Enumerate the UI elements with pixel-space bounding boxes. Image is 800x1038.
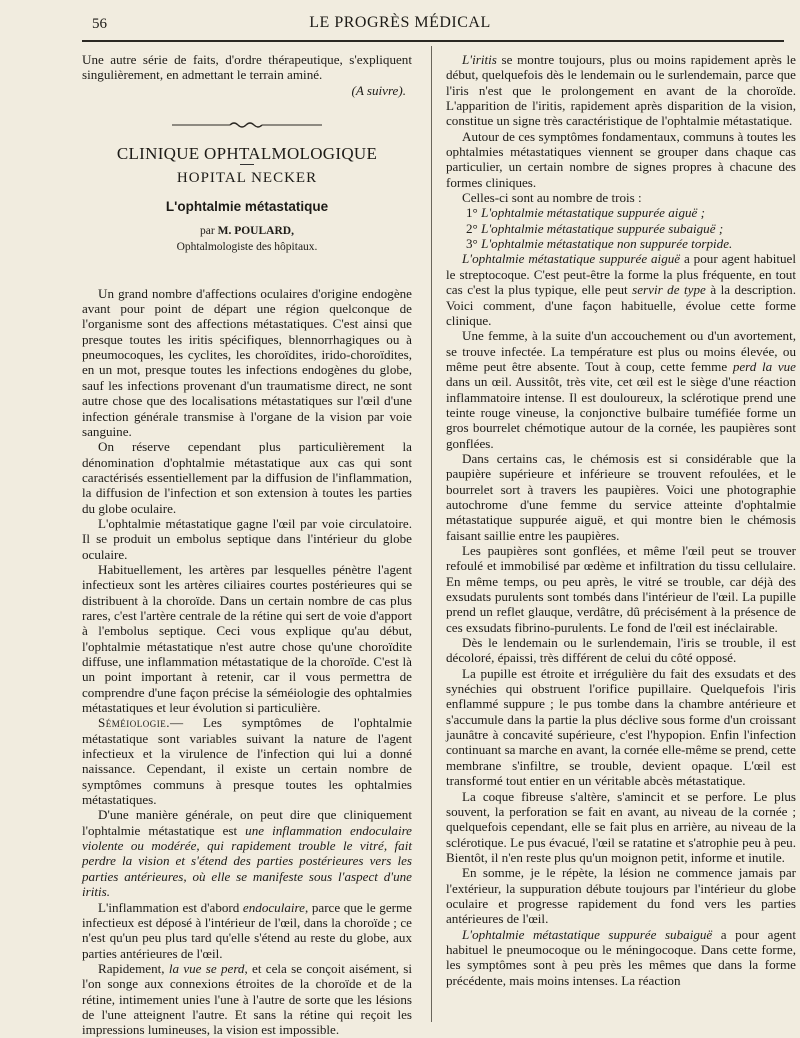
paragraph: En somme, je le répète, la lésion ne commence jamais par l'extérieur, la suppuration débute toujours par l'intérieur du globe oculaire et progresse rapidement du fond vers les parties antérieures de l'œil. (446, 865, 796, 927)
page-header (0, 0, 800, 44)
author-line (82, 224, 412, 239)
hospital-name: HOPITAL NECKER (176, 170, 318, 187)
author-prefix: par (200, 225, 215, 238)
emphasis: L'ophtalmie métastatique suppurée aiguë (462, 251, 681, 267)
paragraph: Dès le lendemain ou le surlendemain, l'iris se trouble, il est décoloré, épaissi, très différent de celui du côté opposé. (446, 635, 796, 666)
right-column (446, 52, 796, 1020)
paragraph: L'ophtalmie métastatique gagne l'œil par voie circulatoire. Il se produit un embolus septique dans l'intérieur du globe oculaire. (82, 515, 412, 562)
paragraph: Celles-ci sont au nombre de trois : (462, 190, 642, 206)
paragraph: La pupille est étroite et irrégulière du fait des exsudats et des synéchies qui obstruent l'orifice pupillaire. Quelquefois l'iris enflammé suppure ; le pus tombe dans la chambre antérieure et s'accumule dans la partie la plus déclive sous forme d'un croissant jaunâtre à concavité supérieure, c'est l'hypopion. Enfin l'infection continuant sa marche en avant, la cornée elle-même se prend, cette membrane s'infiltre, se trouble, devient opaque. L'œil est transformé tout entier en un véritable abcès métastatique. (446, 665, 796, 789)
paragraph: Une femme, à la suite d'un accouchement ou d'un avortement, se trouve infectée. La température est plus ou moins élevée, ou même peut être absente. Tout à coup, cette femme perd la vue dans un œil. Aussitôt, très vite, cet œil est le siège d'une réaction inflammatoire intense. Il est douloureux, la sclérotique prend une teinte rouge vineuse, la conjonctive bulbaire tuméfiée forme un gros bourrelet chémotique autour de la cornée, les paupières sont gonflées. (446, 328, 796, 451)
paragraph: Les paupières sont gonflées, et même l'œil peut se trouver refoulé et immobilisé par œdème et infiltration du tissu cellulaire. En même temps, ou peu après, le vitré se trouble, car déjà des exsudats purulents sont tombés dans l'intérieur de l'œil. La pupille prend un reflet glauque, verdâtre, dû précisément à la présence de ces exsudats fibrino-purulents. Le fond de l'œil est inéclairable. (446, 543, 796, 635)
article-title: L'ophtalmie métastatique (165, 198, 329, 214)
paragraph: Un grand nombre d'affections oculaires d'origine endogène avant pour point de départ une région quelconque de l'organisme sont des affections métastatiques. C'est ainsi que presque toutes les iritis spécifiques, blennorrhagiques ou à pneumocoques, les cyclites, les choroïdites, irido-choroïdites, en un mot, presque toutes les infections endogènes du globe, sauf les infections provenant d'un traumatisme direct, ne sont autre chose que des localisations métastatiques sur l'œil d'une infection générale transmise à l'organe de la vision par voie sanguine. (82, 285, 412, 439)
left-column (82, 52, 412, 1038)
emphasis: endoculaire (242, 899, 305, 915)
ornament-divider (172, 120, 322, 130)
paragraph: L'ophtalmie métastatique suppurée subaiguë a pour agent habituel le pneumocoque ou le méningocoque. Dans cette forme, les symptômes sont à peu près les mêmes que dans la forme précédente, mais moins intenses. La réaction (446, 926, 796, 988)
journal-title: LE PROGRÈS MÉDICAL (309, 14, 491, 31)
list-item: 3° L'ophtalmie métastatique non suppurée torpide. (466, 236, 733, 252)
page-number: 56 (92, 16, 107, 32)
author-role: Ophtalmologiste des hôpitaux. (176, 241, 318, 254)
continuation-note: (A suivre). (351, 82, 406, 98)
paragraph: On réserve cependant plus particulièrement la dénomination d'ophtalmie métastatique aux cas qui sont caractérisés essentiellement par la diffusion de l'inflammation, la diffusion de l'infection et son extension à toutes les parties du globe oculaire. (82, 439, 412, 516)
emphasis: une inflammation endoculaire violente ou modérée, qui rapidement trouble le vitré, fait perdre la vision et s'étend des parties postérieures vers les parties antérieures, où elle se manifeste sous l'aspect d'une iritis. (82, 822, 412, 900)
header-rule (82, 40, 784, 42)
section-title: CLINIQUE OPHTALMOLOGIQUE (116, 144, 378, 164)
list-item: 2° L'ophtalmie métastatique suppurée subaiguë ; (466, 220, 724, 236)
intro-paragraph: Une autre série de faits, d'ordre thérapeutique, s'expliquent singulièrement, en admettant le terrain aminé. (82, 52, 412, 83)
paragraph: Habituellement, les artères par lesquelles pénètre l'agent infectieux sont les artères ciliaires courtes postérieures qui se distribuent à la choroïde. Dans un certain nombre de cas plus rares, c'est l'artère centrale de la rétine qui sert de voie d'apport à l'embolus septique. Ceci vous explique qu'au début, l'ophtalmie métastatique n'est autre chose qu'une choroïdite diffuse, une inflammation métastatique de la choroïde. C'est là un point important à retenir, car il vous permettra de comprendre d'une façon précise la séméiologie des ophtalmies métastatiques et leur évolution si particulière. (82, 561, 412, 716)
emphasis: perd la vue (732, 358, 796, 374)
paragraph: L'iritis se montre toujours, plus ou moins rapidement après le début, quelquefois dès le lendemain ou le surlendemain, parce que l'iris n'est que le prolongement en avant de la choroïde. L'apparition de l'iritis, rapidement après disparition de la vision, constitue un signe très caractéristique de l'ophtalmie métastatique. (446, 52, 796, 129)
paragraph: Rapidement, la vue se perd, et cela se conçoit aisément, si l'on songe aux connexions étroites de la choroïde et de la rétine, intimement unies l'une à l'autre de sorte que les lésions de l'une atteignent l'autre. Et sans la rétine qui reçoit les impressions lumineuses, la vision est impossible. (82, 960, 412, 1038)
title-rule (240, 164, 254, 165)
forms-list (446, 205, 796, 251)
emphasis: L'ophtalmie métastatique suppurée subaiguë (462, 926, 713, 942)
paragraph: L'inflammation est d'abord endoculaire, parce que le germe infectieux est déposé à l'intérieur de l'œil, dans la choroïde ; ce n'est qu'un peu plus tard qu'elle s'étend au reste du globe, aux parties antérieures de l'œil. (82, 899, 412, 961)
emphasis: la vue se perd (168, 960, 245, 976)
subsection-label: Séméiologie. (98, 715, 171, 731)
paragraph: D'une manière générale, on peut dire que cliniquement l'ophtalmie métastatique est une inflammation endoculaire violente ou modérée, qui rapidement trouble le vitré, fait perdre la vision et s'étend des parties postérieures vers les parties antérieures, où elle se manifeste sous l'aspect d'une iritis. (82, 807, 412, 900)
list-item: 1° L'ophtalmie métastatique suppurée aiguë ; (466, 205, 705, 221)
emphasis: L'iritis (462, 52, 497, 67)
paragraph: La coque fibreuse s'altère, s'amincit et se perfore. Le plus souvent, la perforation se fait en avant, au niveau de la cornée ; quelquefois cependant, elle se fait plus en arrière, au niveau de la sclérotique. Le pus évacué, l'œil se ratatine et s'atrophie peu à peu. Bientôt, il n'en reste plus qu'un moignon petit, informe et inutile. (446, 788, 796, 865)
paragraph: Autour de ces symptômes fondamentaux, communs à toutes les ophtalmies métastatiques viennent se grouper dans chaque cas particulier, un certain nombre de signes propres à chacune des formes cliniques. (446, 128, 796, 190)
paragraph: Dans certains cas, le chémosis est si considérable que la paupière supérieure et inférieure se trouvent refoulées, et le bourrelet sort à travers les paupières. Voici une photographie autochrome d'une femme du service atteinte d'ophtalmie métastatique suppurée aiguë, et qui montre bien le chémosis faisant saillie entre les paupières. (446, 450, 796, 543)
author-name: M. POULARD, (217, 225, 294, 238)
column-divider (431, 46, 432, 1022)
paragraph: Séméiologie.— Les symptômes de l'ophtalmie métastatique sont variables suivant la nature de l'agent infectieux et la virulence de l'infection qui lui a donné naissance. Cependant, il existe un certain nombre de symptômes communs à presque toutes les ophtalmies métastatiques. (82, 715, 412, 808)
paragraph: L'ophtalmie métastatique suppurée aiguë a pour agent habituel le streptocoque. C'est peut-être la forme la plus fréquente, en tout cas c'est la plus typique, elle peut servir de type à la description. Voici comment, d'une façon habituelle, évolue cette forme clinique. (446, 251, 797, 328)
emphasis: servir de type (632, 282, 706, 298)
